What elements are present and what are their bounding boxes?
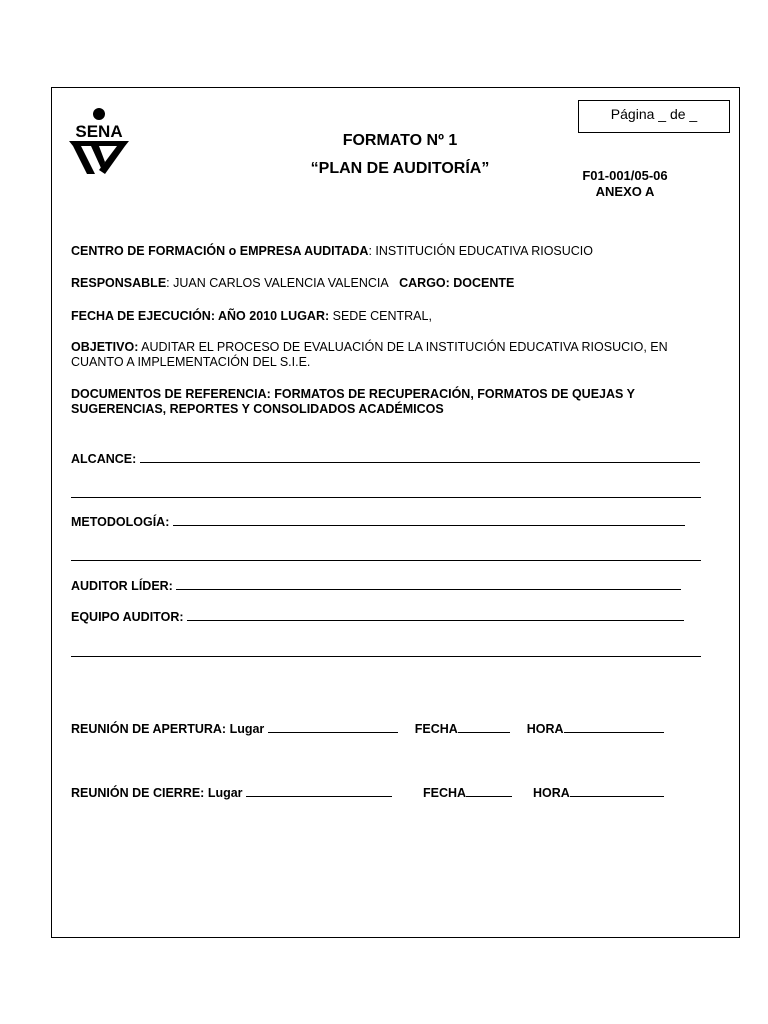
logo-arms <box>69 141 129 146</box>
objetivo-field <box>71 340 721 370</box>
logo-head <box>93 108 105 120</box>
objetivo-label: OBJETIVO: <box>71 340 139 354</box>
form-subtitle: “PLAN DE AUDITORÍA” <box>310 160 490 177</box>
documentos-referencia: DOCUMENTOS DE REFERENCIA: FORMATOS DE RECUPERACIÓN, FORMATOS DE QUEJAS Y SUGERENCIAS, REPORTES Y CONSOLIDADOS ACADÉMICOS <box>71 387 635 416</box>
form-frame <box>51 87 740 938</box>
alcance-label: ALCANCE: <box>71 452 137 466</box>
auditor-lider-field <box>71 578 681 593</box>
logo-text: SENA <box>75 122 123 141</box>
page-number-box <box>578 100 730 133</box>
responsable-field <box>71 276 514 290</box>
equipo-auditor-blank-line-2[interactable] <box>71 656 701 657</box>
apertura-fecha-label: FECHA <box>414 722 458 736</box>
apertura-hora-label: HORA <box>526 722 564 736</box>
form-code <box>560 168 690 200</box>
cierre-fecha-blank[interactable] <box>466 785 512 797</box>
sena-logo <box>65 106 135 176</box>
centro-value: : INSTITUCIÓN EDUCATIVA RIOSUCIO <box>368 244 594 258</box>
page-number-text: Página _ de _ <box>610 106 698 122</box>
auditor-lider-blank[interactable] <box>176 578 681 590</box>
metodologia-field <box>71 514 685 529</box>
metodologia-blank-line-2[interactable] <box>71 560 701 561</box>
lugar-value: SEDE CENTRAL, <box>329 309 432 323</box>
objetivo-value: AUDITAR EL PROCESO DE EVALUACIÓN DE LA INSTITUCIÓN EDUCATIVA RIOSUCIO, EN CUANTO A IMPLEMENTACIÓN DEL S.I.E. <box>71 340 668 369</box>
centro-field <box>71 244 593 258</box>
cierre-fecha-label: FECHA <box>423 786 467 800</box>
cierre-hora-label: HORA <box>533 786 570 800</box>
cierre-lugar-blank[interactable] <box>246 785 392 797</box>
equipo-auditor-label: EQUIPO AUDITOR: <box>71 610 184 624</box>
apertura-fecha-blank[interactable] <box>458 721 510 733</box>
fecha-ejecucion-label: FECHA DE EJECUCIÓN: AÑO 2010 LUGAR: <box>71 309 330 323</box>
alcance-field <box>71 451 700 466</box>
cierre-lugar-label: REUNIÓN DE CIERRE: Lugar <box>71 786 243 800</box>
reunion-apertura-row <box>71 721 664 736</box>
responsable-value: : JUAN CARLOS VALENCIA VALENCIA <box>166 276 389 290</box>
equipo-auditor-field <box>71 609 684 624</box>
metodologia-label: METODOLOGÍA: <box>71 515 170 529</box>
form-annex: ANEXO A <box>595 184 655 199</box>
alcance-blank[interactable] <box>140 451 700 463</box>
form-code-number: F01-001/05-06 <box>582 168 668 183</box>
cierre-hora-blank[interactable] <box>570 785 664 797</box>
auditor-lider-label: AUDITOR LÍDER: <box>71 579 173 593</box>
alcance-blank-line-2[interactable] <box>71 497 701 498</box>
metodologia-blank[interactable] <box>173 514 685 526</box>
form-title: FORMATO Nº 1 <box>342 132 458 149</box>
logo-stroke-left <box>73 146 95 174</box>
apertura-hora-blank[interactable] <box>564 721 664 733</box>
responsable-label: RESPONSABLE <box>71 276 167 290</box>
logo-stroke-mid <box>91 146 105 168</box>
fecha-ejecucion-field <box>71 309 432 323</box>
apertura-lugar-blank[interactable] <box>268 721 398 733</box>
cargo-label: CARGO: DOCENTE <box>399 276 515 290</box>
equipo-auditor-blank[interactable] <box>187 609 684 621</box>
centro-label: CENTRO DE FORMACIÓN o EMPRESA AUDITADA <box>71 244 369 258</box>
reunion-cierre-row <box>71 785 664 800</box>
apertura-lugar-label: REUNIÓN DE APERTURA: Lugar <box>71 722 265 736</box>
